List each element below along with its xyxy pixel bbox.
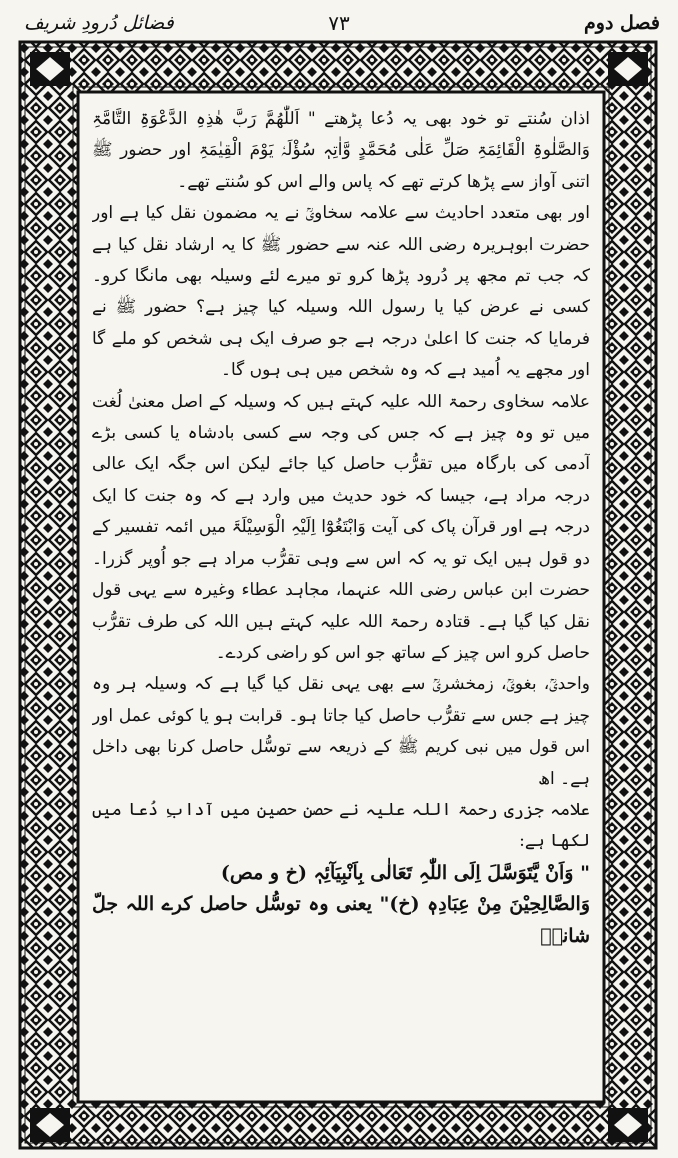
arabic-verse-line-2: وَالصَّالِحِیْنَ مِنْ عِبَادِہٖ (خ)" یعنی وہ توسُّل حاصل کرے اللہ جلّ شانہٗ bbox=[92, 893, 590, 947]
paragraph-jazri-intro: علامہ جزری رحمۃ اللہ علیہ نے حصن حصین میں آدابِ دُعا میں لکھا ہے: bbox=[92, 799, 590, 852]
page-body bbox=[92, 104, 590, 1094]
paragraph-adhan-dua: اذان سُنتے تو خود بھی یہ دُعا پڑھتے " اَللّٰھُمَّ رَبَّ ھٰذِہِ الدَّعْوَۃِ التَّامَّۃِ وَالصَّلٰوۃِ الْقَائِمَۃِ صَلِّ عَلٰی مُحَمَّدٍ وَّاٰتِہٖ سُؤْلَہٗ یَوْمَ الْقِیٰمَۃِ اور حضور ﷺ اتنی آواز سے پڑھا کرتے تھے کہ پاس والے اس کو سُنتے تھے۔ bbox=[92, 109, 590, 192]
section-label: فصل دوم bbox=[584, 12, 660, 34]
book-title: فضائل دُرودِ شریف bbox=[24, 12, 174, 34]
paragraph-sakhawi-explanation: علامہ سخاوی رحمۃ اللہ علیہ کہتے ہیں کہ وسیلہ کے اصل معنیٰ لُغت میں تو وہ چیز ہے کہ جس کی وجہ سے کسی بادشاہ یا کسی بڑے آدمی کی بارگاہ میں تقرُّب حاصل کیا جائے لیکن اس جگہ ایک عالی درجہ مراد ہے، جیسا کہ خود حدیث میں وارد ہے کہ وہ جنت کا ایک درجہ ہے اور قرآن پاک کی آیت وَابْتَغُوْٓا اِلَیْہِ الْوَسِیْلَۃَ میں ائمہ تفسیر کے دو قول ہیں ایک تو یہ کہ اس سے وہی تقرُّب مراد ہے جو اُوپر گزرا۔ حضرت ابن عباس رضی اللہ عنہما، مجاہد عطاء وغیرہ سے یہی قول نقل کیا گیا ہے۔ قتادہ رحمۃ اللہ علیہ کہتے ہیں اللہ کی طرف تقرُّب حاصل کرو اس چیز کے ساتھ جو اس کو راضی کردے۔ bbox=[92, 391, 590, 663]
page-number: ۷۳ bbox=[328, 11, 350, 35]
arabic-verse-line-1: " وَاَنْ یَّتَوَسَّلَ اِلَی اللّٰہِ تَعَالٰی بِاَنْبِیَآئِہٖ (خ و مص) bbox=[220, 861, 590, 884]
paragraph-wahidi-quote: واحدیؒ، بغویؒ، زمخشریؒ سے بھی یہی نقل کیا گیا ہے کہ وسیلہ ہر وہ چیز ہے جس سے تقرُّب حاصل کیا جاتا ہو۔ قرابت ہو یا کوئی عمل اور اس قول میں نبی کریم ﷺ کے ذریعہ سے توسُّل حاصل کرنا بھی داخل ہے۔ اھ bbox=[92, 674, 590, 789]
paragraph-wasila-hadith: اور بھی متعدد احادیث سے علامہ سخاویؒ نے یہ مضمون نقل کیا ہے اور حضرت ابوہریرہ رضی اللہ عنہ سے حضور ﷺ کا یہ ارشاد نقل کیا ہے کہ جب تم مجھ پر دُرود پڑھا کرو تو میرے لئے وسیلہ بھی مانگا کرو۔ کسی نے عرض کیا یا رسول اللہ وسیلہ کیا چیز ہے؟ حضور ﷺ نے فرمایا کہ جنت کا اعلیٰ درجہ ہے جو صرف ایک ہی شخص کو ملے گا اور مجھے یہ اُمید ہے کہ وہ شخص میں ہی ہوں گا۔ bbox=[92, 203, 590, 381]
